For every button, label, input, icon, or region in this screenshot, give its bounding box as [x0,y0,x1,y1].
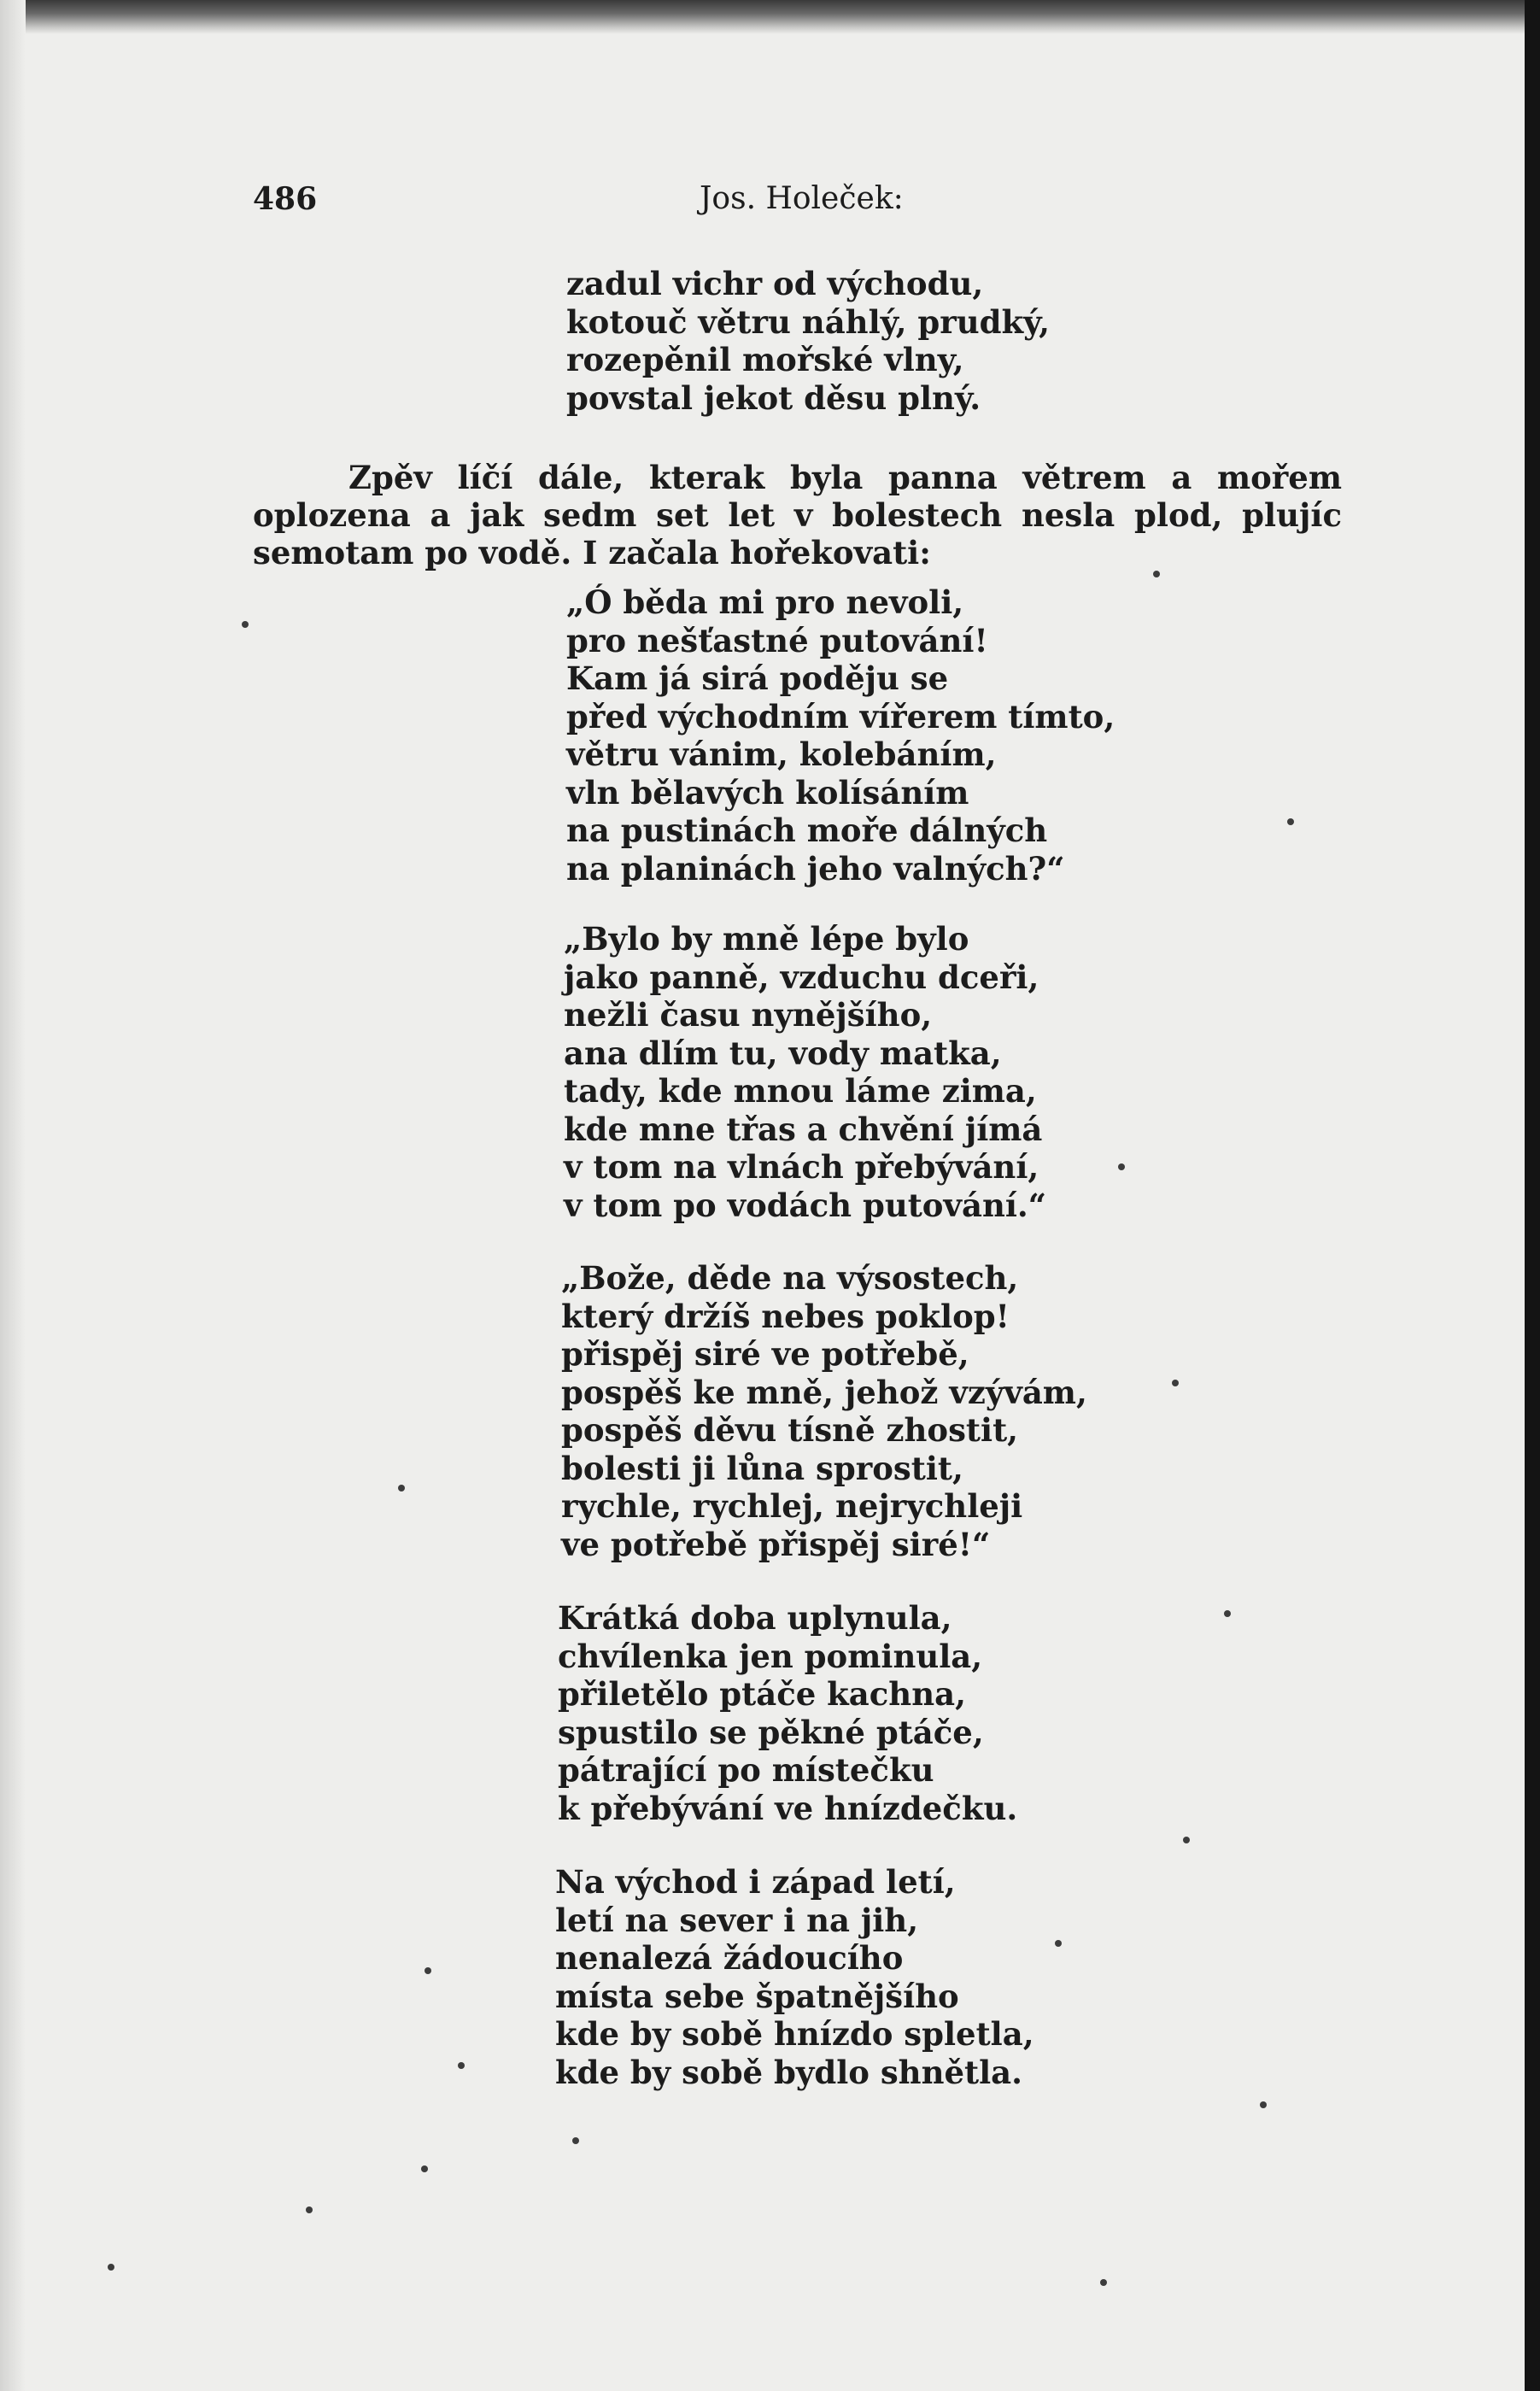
verse-line: k přebývání ve hnízdečku. [558,1789,1018,1827]
stanza-6 [555,1863,1034,2091]
verse-line: rozepěnil mořské vlny, [566,341,964,378]
verse-line: na pustinách moře dálných [566,812,1048,849]
prose-paragraph [253,459,1342,571]
scan-speck [1172,1380,1179,1386]
verse-line: větru vánim, kolebáním, [566,735,997,773]
verse-line: povstal jekot děsu plný. [566,378,981,417]
verse-line: na planinách jeho valných?“ [566,849,1065,888]
verse-line: kde by sobě hnízdo spletla, [555,2015,1034,2053]
verse-line: bolesti ji lůna sprostit, [561,1449,963,1487]
verse-line: v tom po vodách putování.“ [564,1186,1047,1224]
scan-speck [572,2137,579,2144]
scan-speck [108,2264,114,2271]
verse-line: „Ó běda mi pro nevoli, [566,583,964,621]
page-number: 486 [253,181,318,217]
verse-line: v tom na vlnách přebývání, [564,1148,1039,1186]
prose-text: Zpěv líčí dále, kterak byla panna větrem a mořem oplozena a jak sedm set let v bolestech nesla plod, plujíc semotam po vodě. I začala hořekovati: [253,459,1342,571]
verse-line: nenalezá žádoucího [555,1939,904,1977]
verse-line: zadul vichr od východu, [566,265,984,302]
verse-line: vln bělavých kolísáním [566,773,969,812]
verse-line: pátrající po místečku [558,1751,934,1789]
scan-speck [1118,1163,1125,1170]
scan-top-edge [0,0,1525,34]
running-title: Jos. Holeček: [700,181,904,216]
verse-line: jako panně, vzduchu dceři, [564,958,1039,996]
verse-line: „Bylo by mně lépe bylo [564,920,969,958]
verse-line: přiletělo ptáče kachna, [558,1675,966,1713]
verse-line: ve potřebě přispěj siré!“ [561,1525,991,1563]
scan-speck [1287,818,1294,825]
verse-line: pro nešťastné putování! [566,621,988,659]
verse-line: rychle, rychlej, nejrychleji [561,1487,1023,1525]
verse-line: kotouč větru náhlý, prudký, [566,302,1050,341]
verse-line: tady, kde mnou láme zima, [564,1072,1037,1110]
scan-speck [458,2062,465,2069]
stanza-2 [566,583,1115,888]
scan-left-edge [0,0,26,2391]
verse-line: přispěj siré ve potřebě, [561,1335,969,1373]
scan-speck [306,2206,313,2213]
scan-speck [1183,1837,1190,1843]
verse-line: kde mne třas a chvění jímá [564,1110,1043,1148]
stanza-4 [561,1259,1087,1563]
verse-line: spustilo se pěkné ptáče, [558,1713,984,1751]
verse-line: Krátká doba uplynula, [558,1599,952,1637]
scan-speck [242,621,249,628]
scan-speck [1153,571,1160,577]
page-header [253,181,1332,224]
verse-line: Na východ i západ letí, [555,1863,956,1901]
verse-line: kde by sobě bydlo shnětla. [555,2053,1023,2091]
verse-line: „Bože, děde na výsostech, [561,1259,1019,1297]
stanza-1 [566,265,1050,417]
scan-speck [1260,2101,1267,2108]
verse-line: letí na sever i na jih, [555,1901,919,1939]
scan-speck [1224,1610,1231,1617]
verse-line: Kam já sirá poděju se [566,659,949,697]
scan-speck [425,1967,431,1974]
verse-line: místa sebe špatnějšího [555,1977,959,2015]
verse-line: pospěš ke mně, jehož vzývám, [561,1373,1087,1411]
verse-line: nežli času nynějšího, [564,996,933,1034]
verse-line: chvílenka jen pominula, [558,1637,983,1675]
scan-speck [421,2165,428,2172]
verse-line: pospěš děvu tísně zhostit, [561,1411,1019,1449]
verse-line: ana dlím tu, vody matka, [564,1034,1002,1072]
scan-speck [1100,2279,1107,2286]
scan-speck [398,1485,405,1491]
scan-speck [1055,1940,1062,1947]
stanza-3 [564,920,1046,1224]
verse-line: před východním vířerem tímto, [566,697,1115,735]
scan-right-edge [1525,0,1540,2391]
verse-line: který držíš nebes poklop! [561,1297,1010,1335]
stanza-5 [558,1599,1017,1827]
